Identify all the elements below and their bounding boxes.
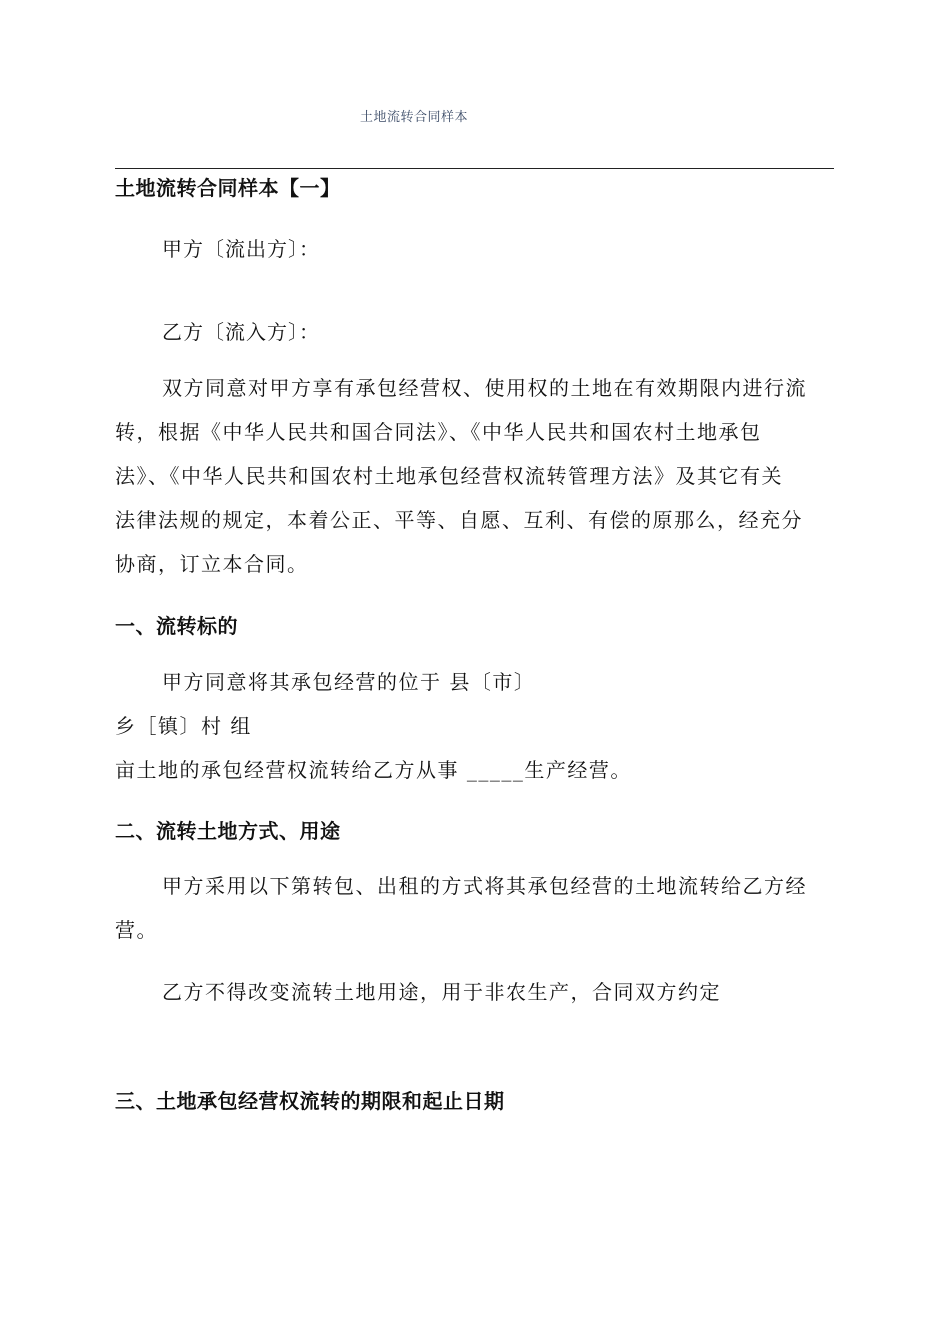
section-1-line: 乡［镇〕村 组 (115, 714, 252, 738)
section-1-body (115, 660, 834, 792)
intro-paragraph (115, 366, 834, 586)
section-heading-2: 二、流转土地方式、用途 (115, 819, 341, 843)
section-1-line: 亩土地的承包经营权流转给乙方从事 _____生产经营。 (115, 758, 632, 782)
running-header: 土地流转合同样本 (360, 110, 469, 125)
section-2-line: 营。 (115, 918, 158, 942)
section-2-extra (115, 970, 834, 1014)
section-2-line: 甲方采用以下第转包、出租的方式将其承包经营的土地流转给乙方经 (162, 874, 807, 898)
document-title: 土地流转合同样本【一】 (115, 176, 341, 200)
intro-line: 协商，订立本合同。 (115, 552, 309, 576)
section-2-body (115, 864, 834, 952)
section-2-extra-line: 乙方不得改变流转土地用途，用于非农生产，合同双方约定 (162, 980, 721, 1004)
intro-line: 双方同意对甲方享有承包经营权、使用权的土地在有效期限内进行流 (162, 376, 807, 400)
party-a-label: 甲方〔流出方〕： (162, 237, 320, 261)
intro-line: 法律法规的规定，本着公正、平等、自愿、互利、有偿的原那么，经充分 (115, 508, 803, 532)
section-heading-1: 一、流转标的 (115, 614, 238, 638)
section-heading-3: 三、土地承包经营权流转的期限和起止日期 (115, 1089, 505, 1113)
section-1-line: 甲方同意将其承包经营的位于 县〔市〕 (162, 670, 536, 694)
party-b-label: 乙方〔流入方〕： (162, 320, 320, 344)
header-rule (115, 168, 834, 169)
intro-line: 转，根据《中华人民共和国合同法》、《中华人民共和国农村土地承包 (115, 420, 762, 444)
intro-line: 法》、《中华人民共和国农村土地承包经营权流转管理方法》及其它有关 (115, 464, 783, 488)
